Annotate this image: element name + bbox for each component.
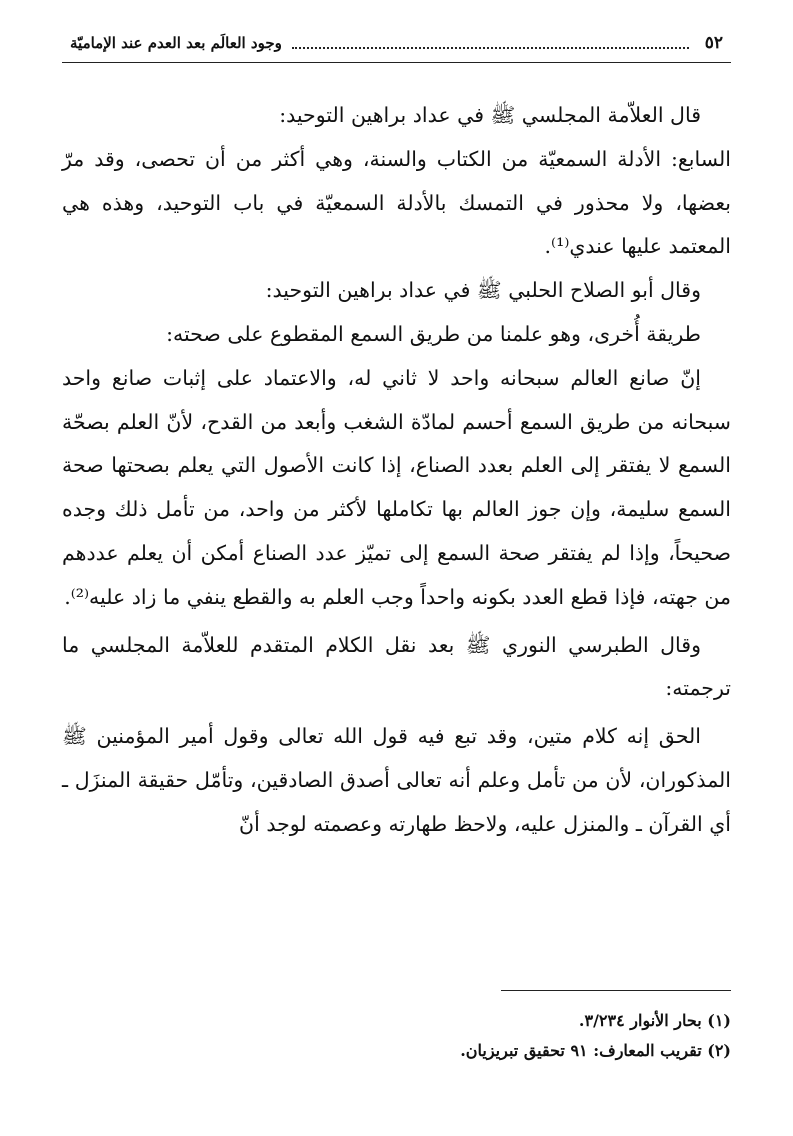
- running-title: وجود العالَم بعد العدم عند الإماميّة: [70, 34, 282, 52]
- footnotes-rule: [501, 990, 731, 991]
- paragraph: طريقة أُخرى، وهو علمنا من طريق السمع المقطوع على صحته:: [166, 321, 701, 346]
- header-dot-leader: [292, 37, 689, 49]
- paragraph: الحق إنه كلام متين، وقد تبع فيه قول الله تعالى وقول أمير المؤمنين ﷺ المذكوران، لأن من تأمل وعلم أنه تعالى أصدق الصادقين، وتأمّل حقيقة المنزَل ـ أي القرآن ـ والمنزل عليه، ولاحظ طهارته وعصمته لوجد أنّ: [62, 724, 731, 836]
- paragraph: وقال أبو الصلاح الحلبي ﷺ في عداد براهين التوحيد:: [265, 278, 701, 303]
- footnote: (١) بحار الأنوار ٣/٢٣٤.: [578, 1011, 731, 1030]
- paragraph: إنّ صانع العالم سبحانه واحد لا ثاني له، والاعتماد على إثبات صانع واحد سبحانه من طريق السمع أحسم لمادّة الشغب وأبعد من القدح، لأنّ العلم بصحّة السمع لا يفتقر إلى العلم بعدد الصناع، إذا كانت الأصول التي يعلم بصحتها صحة السمع سليمة، وإن جوز العالم بها تكاملها لأكثر من واحد، من تأمل ذلك وجده صحيحاً، وإذا لم يفتقر صحة السمع إلى تميّز عدد الصناع أمكن أن يعلم عددهم من جهته، فإذا قطع العدد بكونه واحداً وجب العلم به والقطع ينفي ما زاد عليه⁽²⁾.: [62, 365, 731, 609]
- paragraph: وقال الطبرسي النوري ﷺ بعد نقل الكلام المتقدم للعلاّمة المجلسي ما ترجمته:: [62, 632, 731, 701]
- body-text: [62, 94, 731, 847]
- page-number: ٥٢: [704, 33, 723, 53]
- header-rule: [62, 62, 731, 63]
- footnotes: [62, 1006, 731, 1066]
- paragraph: قال العلاّمة المجلسي ﷺ في عداد براهين التوحيد:: [279, 103, 701, 127]
- paragraph: السابع: الأدلة السمعيّة من الكتاب والسنة، وهي أكثر من أن تحصى، وقد مرّ بعضها، ولا محذور في التمسك بالأدلة السمعيّة في باب التوحيد، وهذه هي المعتمد عليها عندي⁽¹⁾.: [62, 146, 731, 259]
- footnote: (٢) تقريب المعارف: ٩١ تحقيق تبريزيان.: [460, 1041, 731, 1060]
- running-header: [70, 28, 723, 58]
